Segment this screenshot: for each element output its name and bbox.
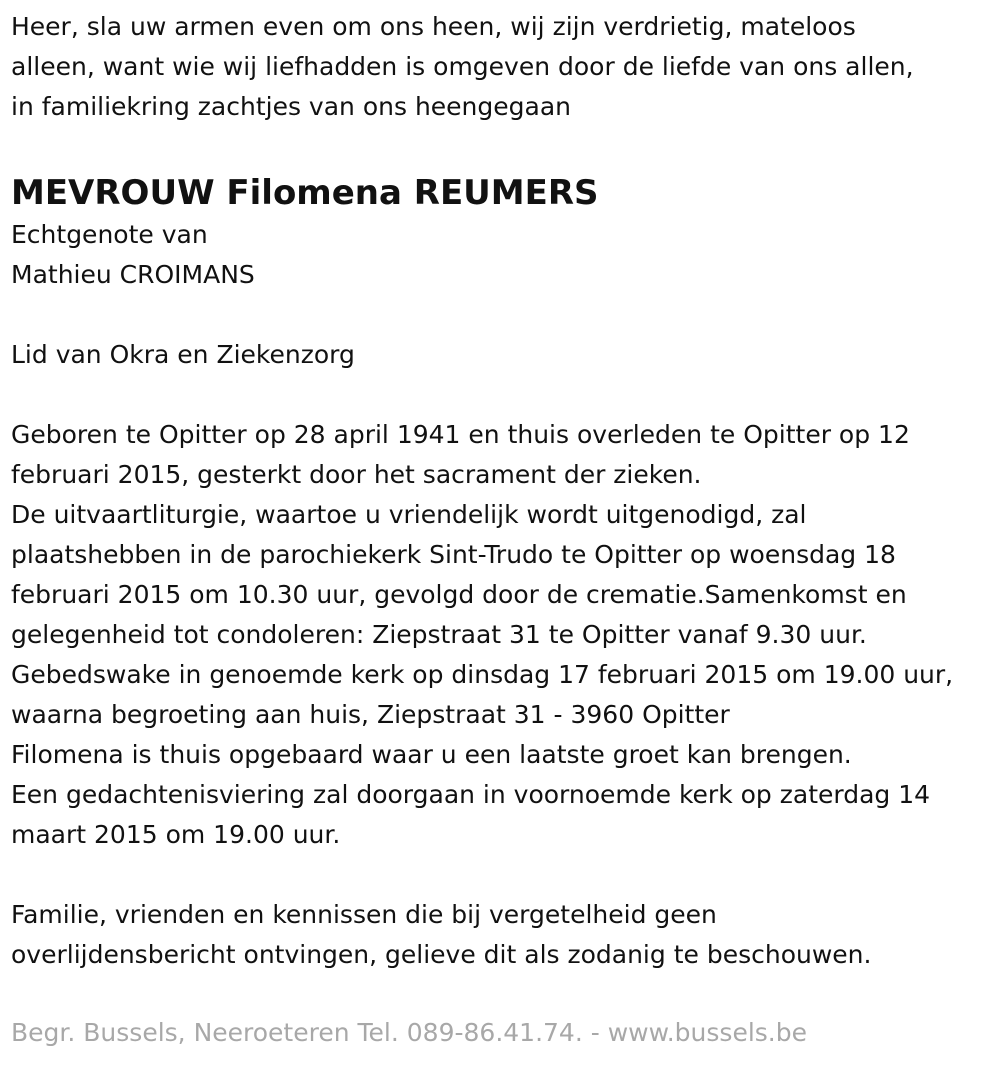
details-line: Gebedswake in genoemde kerk op dinsdag 17 februari 2015 om 19.00 uur, — [11, 660, 954, 689]
details-line: Geboren te Opitter op 28 april 1941 en thuis overleden te Opitter op 12 — [11, 420, 910, 449]
details-line: Een gedachtenisviering zal doorgaan in voornoemde kerk op zaterdag 14 — [11, 780, 931, 809]
details-line: plaatshebben in de parochiekerk Sint-Trudo te Opitter op woensdag 18 — [11, 540, 896, 569]
poem-line: alleen, want wie wij liefhadden is omgeven door de liefde van ons allen, — [11, 52, 914, 81]
funeral-home-footer: Begr. Bussels, Neeroeteren Tel. 089-86.41.74. - www.bussels.be — [11, 1018, 807, 1047]
spouse-line: Mathieu CROIMANS — [11, 260, 255, 289]
spacer — [11, 375, 996, 415]
spouse-block — [11, 215, 996, 295]
details-line: februari 2015 om 10.30 uur, gevolgd door de crematie.Samenkomst en — [11, 580, 907, 609]
details-line: maart 2015 om 19.00 uur. — [11, 820, 341, 849]
poem-block — [11, 7, 996, 127]
notice-block — [11, 895, 996, 975]
spouse-line: Echtgenote van — [11, 220, 208, 249]
poem-line: in familiekring zachtjes van ons heengegaan — [11, 92, 571, 121]
membership-line: Lid van Okra en Ziekenzorg — [11, 340, 355, 369]
obituary-document — [11, 7, 996, 975]
details-line: waarna begroeting aan huis, Ziepstraat 31 - 3960 Opitter — [11, 700, 730, 729]
details-line: Filomena is thuis opgebaard waar u een laatste groet kan brengen. — [11, 740, 852, 769]
poem-line: Heer, sla uw armen even om ons heen, wij zijn verdrietig, mateloos — [11, 12, 856, 41]
notice-line: Familie, vrienden en kennissen die bij vergetelheid geen — [11, 900, 717, 929]
notice-line: overlijdensbericht ontvingen, gelieve dit als zodanig te beschouwen. — [11, 940, 872, 969]
spacer — [11, 855, 996, 895]
details-line: februari 2015, gesterkt door het sacrament der zieken. — [11, 460, 702, 489]
details-block — [11, 415, 996, 855]
details-line: gelegenheid tot condoleren: Ziepstraat 31 te Opitter vanaf 9.30 uur. — [11, 620, 867, 649]
deceased-name: MEVROUW Filomena REUMERS — [11, 173, 599, 213]
details-line: De uitvaartliturgie, waartoe u vriendelijk wordt uitgenodigd, zal — [11, 500, 807, 529]
spacer — [11, 295, 996, 335]
spacer — [11, 127, 996, 167]
